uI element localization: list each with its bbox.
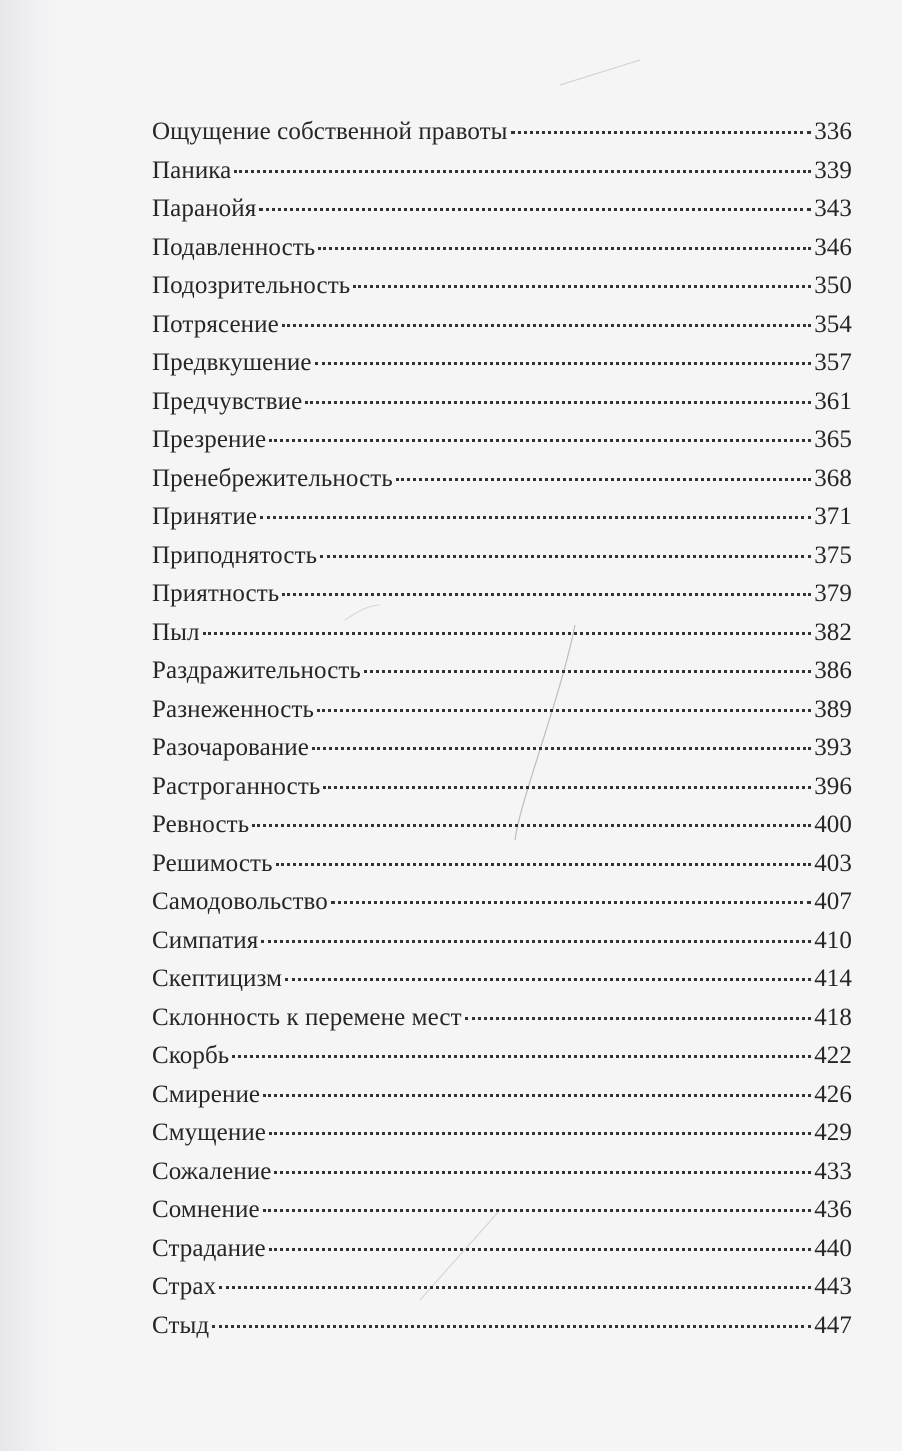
- toc-entry-title: Ревность: [152, 811, 250, 838]
- toc-entry-page: 443: [814, 1273, 852, 1300]
- dot-leader: [312, 747, 811, 750]
- dot-leader: [263, 1094, 811, 1097]
- toc-entry-title: Предчувствие: [152, 387, 303, 415]
- dot-leader: [323, 786, 811, 789]
- toc-entry-title: Решимость: [152, 849, 273, 877]
- toc-entry-title: Склонность к перемене мест: [152, 1003, 462, 1031]
- dot-leader: [318, 247, 811, 250]
- page-edge-shadow: [0, 0, 60, 1451]
- dot-leader: [465, 1017, 812, 1020]
- dot-leader: [234, 170, 811, 173]
- toc-entry-page: 361: [814, 387, 852, 415]
- toc-entry[interactable]: [152, 349, 852, 388]
- dot-leader: [259, 208, 811, 211]
- toc-entry[interactable]: [152, 1081, 852, 1120]
- toc-entry[interactable]: [152, 542, 852, 581]
- dot-leader: [320, 555, 811, 558]
- dot-leader: [353, 285, 811, 288]
- toc-entry-title: Раздражительность: [152, 657, 361, 684]
- toc-entry-page: 429: [814, 1119, 852, 1146]
- toc-entry-page: 414: [814, 965, 852, 992]
- pencil-stroke-2: [560, 60, 640, 85]
- toc-entry[interactable]: [152, 1196, 852, 1235]
- toc-entry[interactable]: [152, 118, 852, 157]
- toc-entry[interactable]: [152, 1119, 852, 1158]
- dot-leader: [282, 324, 811, 327]
- dot-leader: [274, 1171, 811, 1174]
- toc-entry-title: Растроганность: [152, 772, 321, 800]
- toc-entry[interactable]: [152, 696, 852, 735]
- toc-entry-title: Паранойя: [152, 195, 257, 222]
- toc-entry[interactable]: [152, 580, 852, 619]
- toc-entry-title: Скептицизм: [152, 965, 283, 992]
- toc-entry[interactable]: [152, 734, 852, 773]
- dot-leader: [331, 901, 811, 904]
- toc-entry-title: Презрение: [152, 426, 267, 453]
- toc-entry-page: 447: [814, 1311, 852, 1339]
- toc-entry-page: 386: [814, 657, 852, 684]
- toc-entry[interactable]: [152, 1273, 852, 1312]
- toc-entry[interactable]: [152, 1312, 852, 1351]
- toc-entry[interactable]: [152, 888, 852, 927]
- toc-entry-page: 393: [814, 734, 852, 761]
- toc-entry-title: Принятие: [152, 503, 258, 530]
- toc-entry-page: 357: [814, 349, 852, 376]
- dot-leader: [269, 439, 811, 442]
- toc-entry[interactable]: [152, 965, 852, 1004]
- toc-entry-title: Пыл: [152, 618, 200, 646]
- toc-entry-title: Самодовольство: [152, 888, 328, 915]
- toc-entry-title: Смирение: [152, 1080, 261, 1108]
- dot-leader: [252, 824, 811, 827]
- toc-entry-page: 433: [814, 1157, 852, 1185]
- toc-entry-title: Приятность: [152, 580, 280, 607]
- dot-leader: [219, 1286, 811, 1289]
- dot-leader: [269, 1248, 811, 1251]
- dot-leader: [305, 401, 811, 404]
- toc-entry-page: 346: [814, 233, 852, 261]
- dot-leader: [364, 670, 811, 673]
- dot-leader: [315, 362, 812, 365]
- toc-entry-page: 418: [814, 1003, 852, 1031]
- dot-leader: [232, 1055, 811, 1058]
- dot-leader: [282, 593, 811, 596]
- toc-entry-title: Стыд: [152, 1311, 210, 1339]
- toc-entry[interactable]: [152, 657, 852, 696]
- dot-leader: [203, 632, 812, 635]
- toc-entry-page: 365: [814, 426, 852, 453]
- toc-entry[interactable]: [152, 388, 852, 427]
- toc-entry-page: 426: [814, 1080, 852, 1108]
- toc-entry-page: 382: [814, 618, 852, 646]
- toc-entry-title: Приподнятость: [152, 541, 318, 569]
- dot-leader: [285, 978, 811, 981]
- toc-entry-page: 368: [814, 464, 852, 492]
- toc-entry-page: 339: [814, 156, 852, 184]
- dot-leader: [269, 1132, 811, 1135]
- toc-entry-title: Паника: [152, 156, 232, 184]
- toc-entry-title: Страх: [152, 1273, 217, 1300]
- toc-entry-title: Разнеженность: [152, 695, 314, 723]
- table-of-contents: [152, 118, 852, 1350]
- toc-entry-title: Сожаление: [152, 1157, 272, 1185]
- toc-entry-title: Подозрительность: [152, 272, 351, 299]
- toc-entry-page: 410: [814, 926, 852, 954]
- dot-leader: [261, 940, 811, 943]
- toc-entry-title: Подавленность: [152, 233, 316, 261]
- toc-entry-page: 343: [814, 195, 852, 222]
- toc-entry[interactable]: [152, 1042, 852, 1081]
- toc-entry[interactable]: [152, 1235, 852, 1274]
- toc-entry[interactable]: [152, 426, 852, 465]
- toc-entry-title: Скорбь: [152, 1042, 230, 1069]
- toc-entry-title: Симпатия: [152, 926, 259, 954]
- toc-entry-title: Пренебрежительность: [152, 464, 393, 492]
- toc-entry-page: 350: [814, 272, 852, 299]
- dot-leader: [511, 131, 812, 134]
- toc-entry-title: Разочарование: [152, 734, 309, 761]
- toc-entry[interactable]: [152, 1158, 852, 1197]
- toc-entry[interactable]: [152, 503, 852, 542]
- toc-entry-page: 371: [814, 503, 852, 530]
- toc-entry[interactable]: [152, 195, 852, 234]
- toc-entry-title: Ощущение собственной правоты: [152, 118, 508, 145]
- toc-entry-title: Предвкушение: [152, 349, 312, 376]
- toc-entry-page: 422: [814, 1042, 852, 1069]
- toc-entry[interactable]: [152, 465, 852, 504]
- toc-entry[interactable]: [152, 157, 852, 196]
- toc-entry-title: Сомнение: [152, 1196, 260, 1223]
- toc-entry-page: 400: [814, 811, 852, 838]
- toc-entry-page: 407: [814, 888, 852, 915]
- dot-leader: [260, 516, 811, 519]
- toc-entry[interactable]: [152, 773, 852, 812]
- dot-leader: [317, 709, 811, 712]
- toc-entry-title: Смущение: [152, 1119, 266, 1146]
- toc-entry[interactable]: [152, 927, 852, 966]
- dot-leader: [212, 1325, 811, 1328]
- dot-leader: [396, 478, 811, 481]
- toc-entry-page: 389: [814, 695, 852, 723]
- toc-entry[interactable]: [152, 619, 852, 658]
- toc-entry-title: Страдание: [152, 1234, 266, 1262]
- toc-entry[interactable]: [152, 311, 852, 350]
- dot-leader: [263, 1209, 812, 1212]
- toc-entry-page: 379: [814, 580, 852, 607]
- toc-entry-page: 403: [814, 849, 852, 877]
- toc-entry-page: 436: [814, 1196, 852, 1223]
- toc-entry-page: 354: [814, 310, 852, 338]
- toc-entry[interactable]: [152, 272, 852, 311]
- toc-entry[interactable]: [152, 1004, 852, 1043]
- dot-leader: [276, 863, 812, 866]
- toc-entry[interactable]: [152, 850, 852, 889]
- toc-entry-title: Потрясение: [152, 310, 279, 338]
- toc-entry-page: 336: [814, 118, 852, 145]
- toc-entry-page: 440: [814, 1234, 852, 1262]
- toc-entry-page: 396: [814, 772, 852, 800]
- toc-entry[interactable]: [152, 811, 852, 850]
- toc-entry[interactable]: [152, 234, 852, 273]
- toc-entry-page: 375: [814, 541, 852, 569]
